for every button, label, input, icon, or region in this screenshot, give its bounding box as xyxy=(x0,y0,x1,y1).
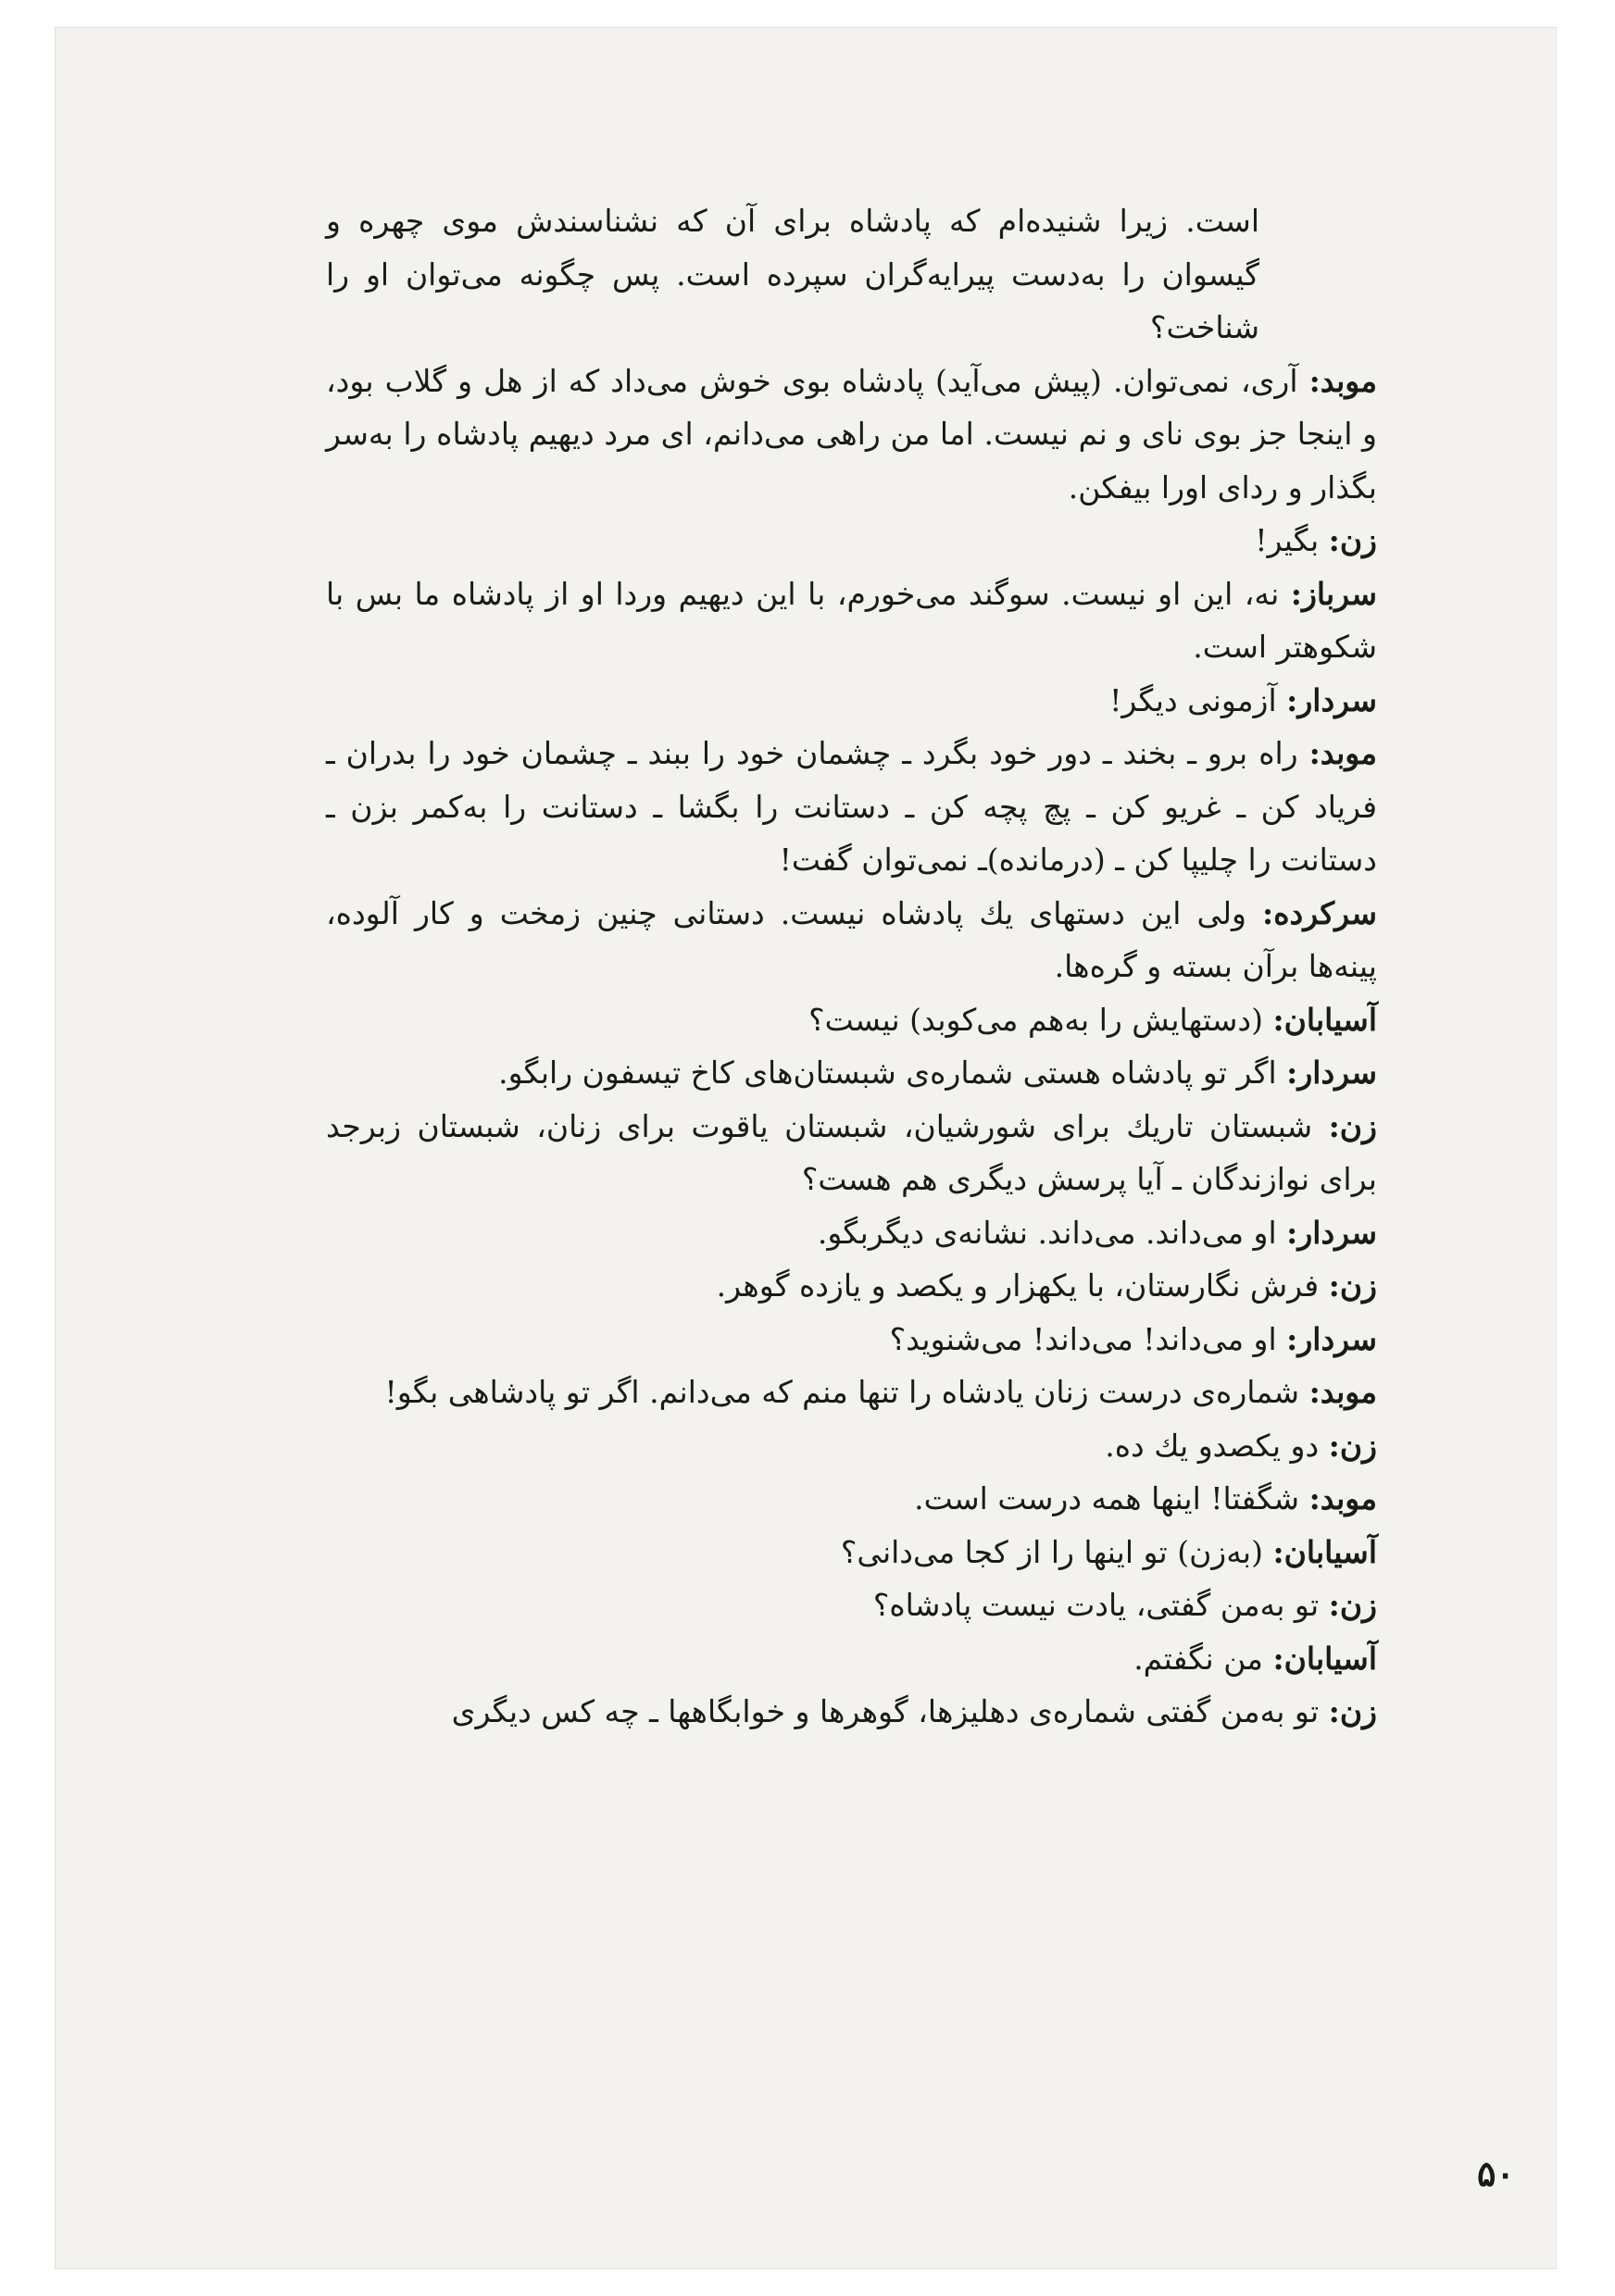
speaker-name: زن: xyxy=(1328,1107,1377,1144)
dialogue-line xyxy=(326,1685,1377,1739)
dialogue-text: اگر تو پادشاه هستی شماره‌ی شبستان‌های کاخ تیسفون رابگو. xyxy=(498,1054,1277,1091)
dialogue-line xyxy=(326,355,1377,515)
dialogue-text: آزمونی دیگر! xyxy=(1109,681,1277,718)
dialogue-line xyxy=(326,1259,1377,1313)
play-text xyxy=(326,194,1377,1739)
dialogue-line xyxy=(326,887,1377,993)
page-sheet xyxy=(56,28,1556,2268)
dialogue-text: نه، این او نیست. سوگند می‌خورم، با این دیهیم وردا او از پادشاه ما بس با شکوهتر است. xyxy=(326,575,1377,665)
dialogue-line xyxy=(326,993,1377,1047)
speaker-name: آسیابان: xyxy=(1272,1640,1377,1677)
speaker-name: سردار: xyxy=(1286,1054,1377,1091)
dialogue-text: او می‌داند. می‌داند. نشانه‌ی دیگربگو. xyxy=(817,1214,1277,1251)
speaker-name: سرکرده: xyxy=(1262,894,1377,931)
speaker-name: آسیابان: xyxy=(1272,1001,1377,1038)
dialogue-text: راه برو ـ بخند ـ دور خود بگرد ـ چشمان خود را ببند ـ چشمان خود را بدران ـ فریاد کن ـ غریو کن ـ پچ پچه کن ـ دستانت را بگشا ـ دستانت را به‌کمر بزن ـ دستانت را چلیپا کن ـ (درمانده)ـ نمی‌توان گفت! xyxy=(326,735,1377,878)
speaker-name: موبد: xyxy=(1308,1374,1377,1410)
page-number: ۵۰ xyxy=(1477,2152,1515,2194)
dialogue-text: شبستان تاریك برای شورشیان، شبستان یاقوت برای زنان، شبستان زبرجد برای نوازندگان ـ آیا پرسش دیگری هم هست؟ xyxy=(326,1107,1377,1197)
speaker-name: سرباز: xyxy=(1290,575,1377,612)
dialogue-line xyxy=(326,1206,1377,1260)
dialogue-text: من نگفتم. xyxy=(1133,1640,1263,1677)
dialogue-text: است. زیرا شنیده‌ام که پادشاه برای آن که نشناسندش موی چهره و گیسوان را به‌دست پیرایه‌گران سپرده است. پس چگونه می‌توان او را شناخت؟ xyxy=(326,203,1259,345)
dialogue-text: (به‌زن) تو اینها را از کجا می‌دانی؟ xyxy=(840,1533,1263,1570)
dialogue-text: شگفتا! اینها همه درست است. xyxy=(914,1480,1300,1516)
dialogue-text: تو به‌من گفتی شماره‌ی دهلیزها، گوهرها و خوابگاهها ـ چه کس دیگری xyxy=(451,1693,1320,1729)
dialogue-line xyxy=(326,1632,1377,1686)
dialogue-text: تو به‌من گفتی، یادت نیست پادشاه؟ xyxy=(872,1587,1320,1623)
speaker-name: زن: xyxy=(1328,1693,1377,1729)
speaker-name: زن: xyxy=(1328,522,1377,558)
dialogue-text: (دستهایش را به‌هم می‌کوبد) نیست؟ xyxy=(808,1001,1263,1038)
dialogue-text: ولی این دستهای یك پادشاه نیست. دستانی چنین زمخت و کار آلوده، پینه‌ها برآن بسته و گره‌ها. xyxy=(326,894,1377,984)
dialogue-line xyxy=(326,674,1377,728)
speaker-name: سردار: xyxy=(1286,681,1377,718)
dialogue-text: شماره‌ی درست زنان یادشاه را تنها منم که می‌دانم. اگر تو پادشاهی بگو! xyxy=(384,1374,1300,1410)
dialogue-line xyxy=(326,1046,1377,1100)
dialogue-line xyxy=(326,1366,1377,1419)
dialogue-line xyxy=(326,568,1377,674)
dialogue-line xyxy=(326,1419,1377,1473)
speaker-name: سردار: xyxy=(1286,1320,1377,1357)
dialogue-line xyxy=(326,727,1377,887)
dialogue-line xyxy=(326,1472,1377,1526)
dialogue-line xyxy=(326,194,1377,355)
dialogue-text: فرش نگارستان، با یکهزار و یکصد و یازده گوهر. xyxy=(716,1267,1320,1304)
speaker-name: موبد: xyxy=(1308,735,1377,771)
dialogue-text: بگیر! xyxy=(1255,522,1320,558)
speaker-name: آسیابان: xyxy=(1272,1533,1377,1570)
dialogue-line xyxy=(326,514,1377,568)
dialogue-line xyxy=(326,1100,1377,1206)
dialogue-line xyxy=(326,1313,1377,1366)
dialogue-text: دو یکصدو یك ده. xyxy=(1105,1427,1320,1464)
speaker-name: موبد: xyxy=(1308,362,1377,399)
dialogue-text: آری، نمی‌توان. (پیش می‌آید) پادشاه بوی خوش می‌داد که از هل و گلاب بود، و اینجا جز بوی نای و نم نیست. اما من راهی می‌دانم، ای مرد دیهیم پادشاه را به‌سر بگذار و ردای اورا بیفکن. xyxy=(326,362,1377,505)
dialogue-line xyxy=(326,1526,1377,1579)
speaker-name: زن: xyxy=(1328,1427,1377,1464)
speaker-name: زن: xyxy=(1328,1267,1377,1304)
dialogue-line xyxy=(326,1578,1377,1632)
speaker-name: موبد: xyxy=(1308,1480,1377,1516)
speaker-name: سردار: xyxy=(1286,1214,1377,1251)
speaker-name: زن: xyxy=(1328,1587,1377,1623)
dialogue-text: او می‌داند! می‌داند! می‌شنوید؟ xyxy=(889,1320,1277,1357)
